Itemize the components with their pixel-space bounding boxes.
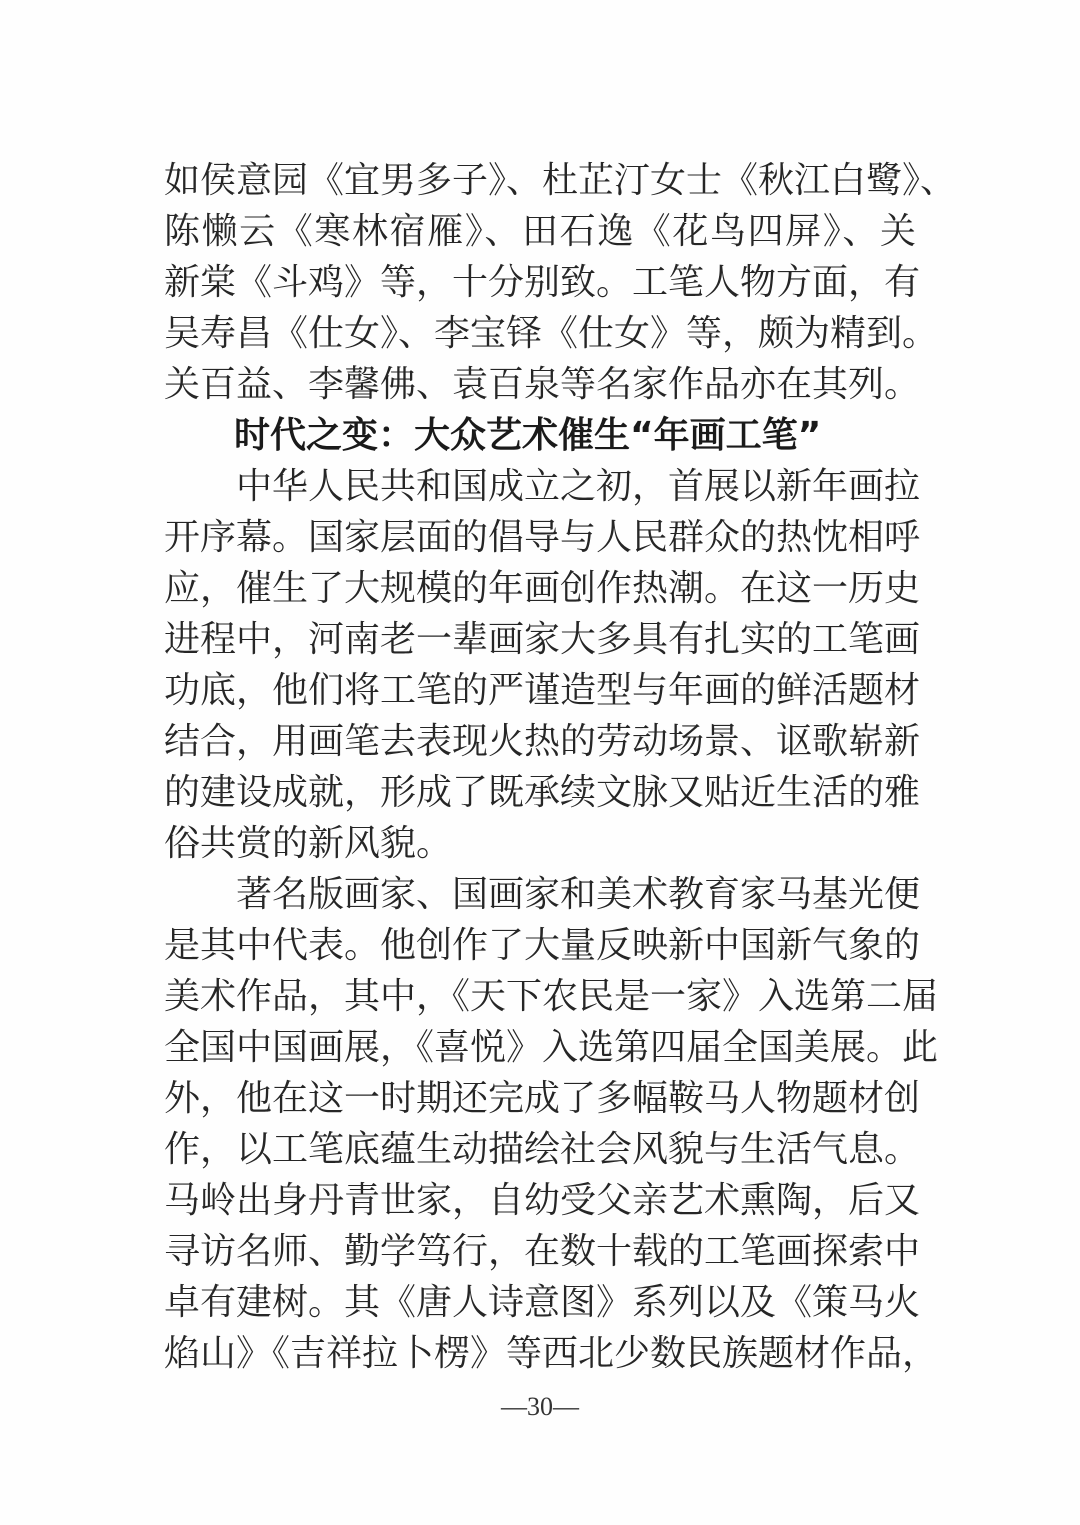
text-line: 吴寿昌《仕女》、李宝铎《仕女》等，颇为精到。 [164,313,939,354]
text-line: 焰山》《吉祥拉卜楞》等西北少数民族题材作品， [164,1333,939,1374]
text-line: 应，催生了大规模的年画创作热潮。在这一历史 [164,568,921,609]
text-line: 结合，用画笔去表现火热的劳动场景、讴歌崭新 [164,721,921,762]
text-line: 著名版画家、国画家和美术教育家马基光便 [236,874,921,915]
text-line: 外，他在这一时期还完成了多幅鞍马人物题材创 [164,1078,921,1119]
text-line: 如侯意园《宜男多子》、杜芷汀女士《秋江白鹭》、 [164,160,957,201]
page-number: —30— [501,1392,579,1421]
text-line: 俗共赏的新风貌。 [164,823,453,864]
text-line: 陈懒云《寒林宿雁》、田石逸《花鸟四屏》、关 [164,211,916,252]
text-line: 马岭出身丹青世家，自幼受父亲艺术熏陶，后又 [164,1180,921,1221]
text-line: 功底，他们将工笔的严谨造型与年画的鲜活题材 [164,670,921,711]
text-line: 全国中国画展，《喜悦》入选第四届全国美展。此 [164,1027,939,1068]
text-line: 的建设成就，形成了既承续文脉又贴近生活的雅 [164,772,921,813]
text-line: 中华人民共和国成立之初，首展以新年画拉 [236,466,921,507]
text-line: 开序幕。国家层面的倡导与人民群众的热忱相呼 [164,517,921,558]
text-line: 进程中，河南老一辈画家大多具有扎实的工笔画 [164,619,921,660]
text-line: 是其中代表。他创作了大量反映新中国新气象的 [164,925,921,966]
text-line: 新棠《斗鸡》等，十分别致。工笔人物方面，有 [164,262,921,303]
section-heading: 时代之变：大众艺术催生“年画工笔” [234,415,822,456]
body-text [164,155,957,1379]
text-line: 美术作品，其中，《天下农民是一家》入选第二届 [164,976,939,1017]
text-line: 卓有建树。其《唐人诗意图》系列以及《策马火 [164,1282,921,1323]
text-line: 关百益、李馨佛、袁百泉等名家作品亦在其列。 [164,364,921,405]
text-line: 寻访名师、勤学笃行，在数十载的工笔画探索中 [164,1231,921,1272]
text-line: 作，以工笔底蕴生动描绘社会风貌与生活气息。 [164,1129,921,1170]
